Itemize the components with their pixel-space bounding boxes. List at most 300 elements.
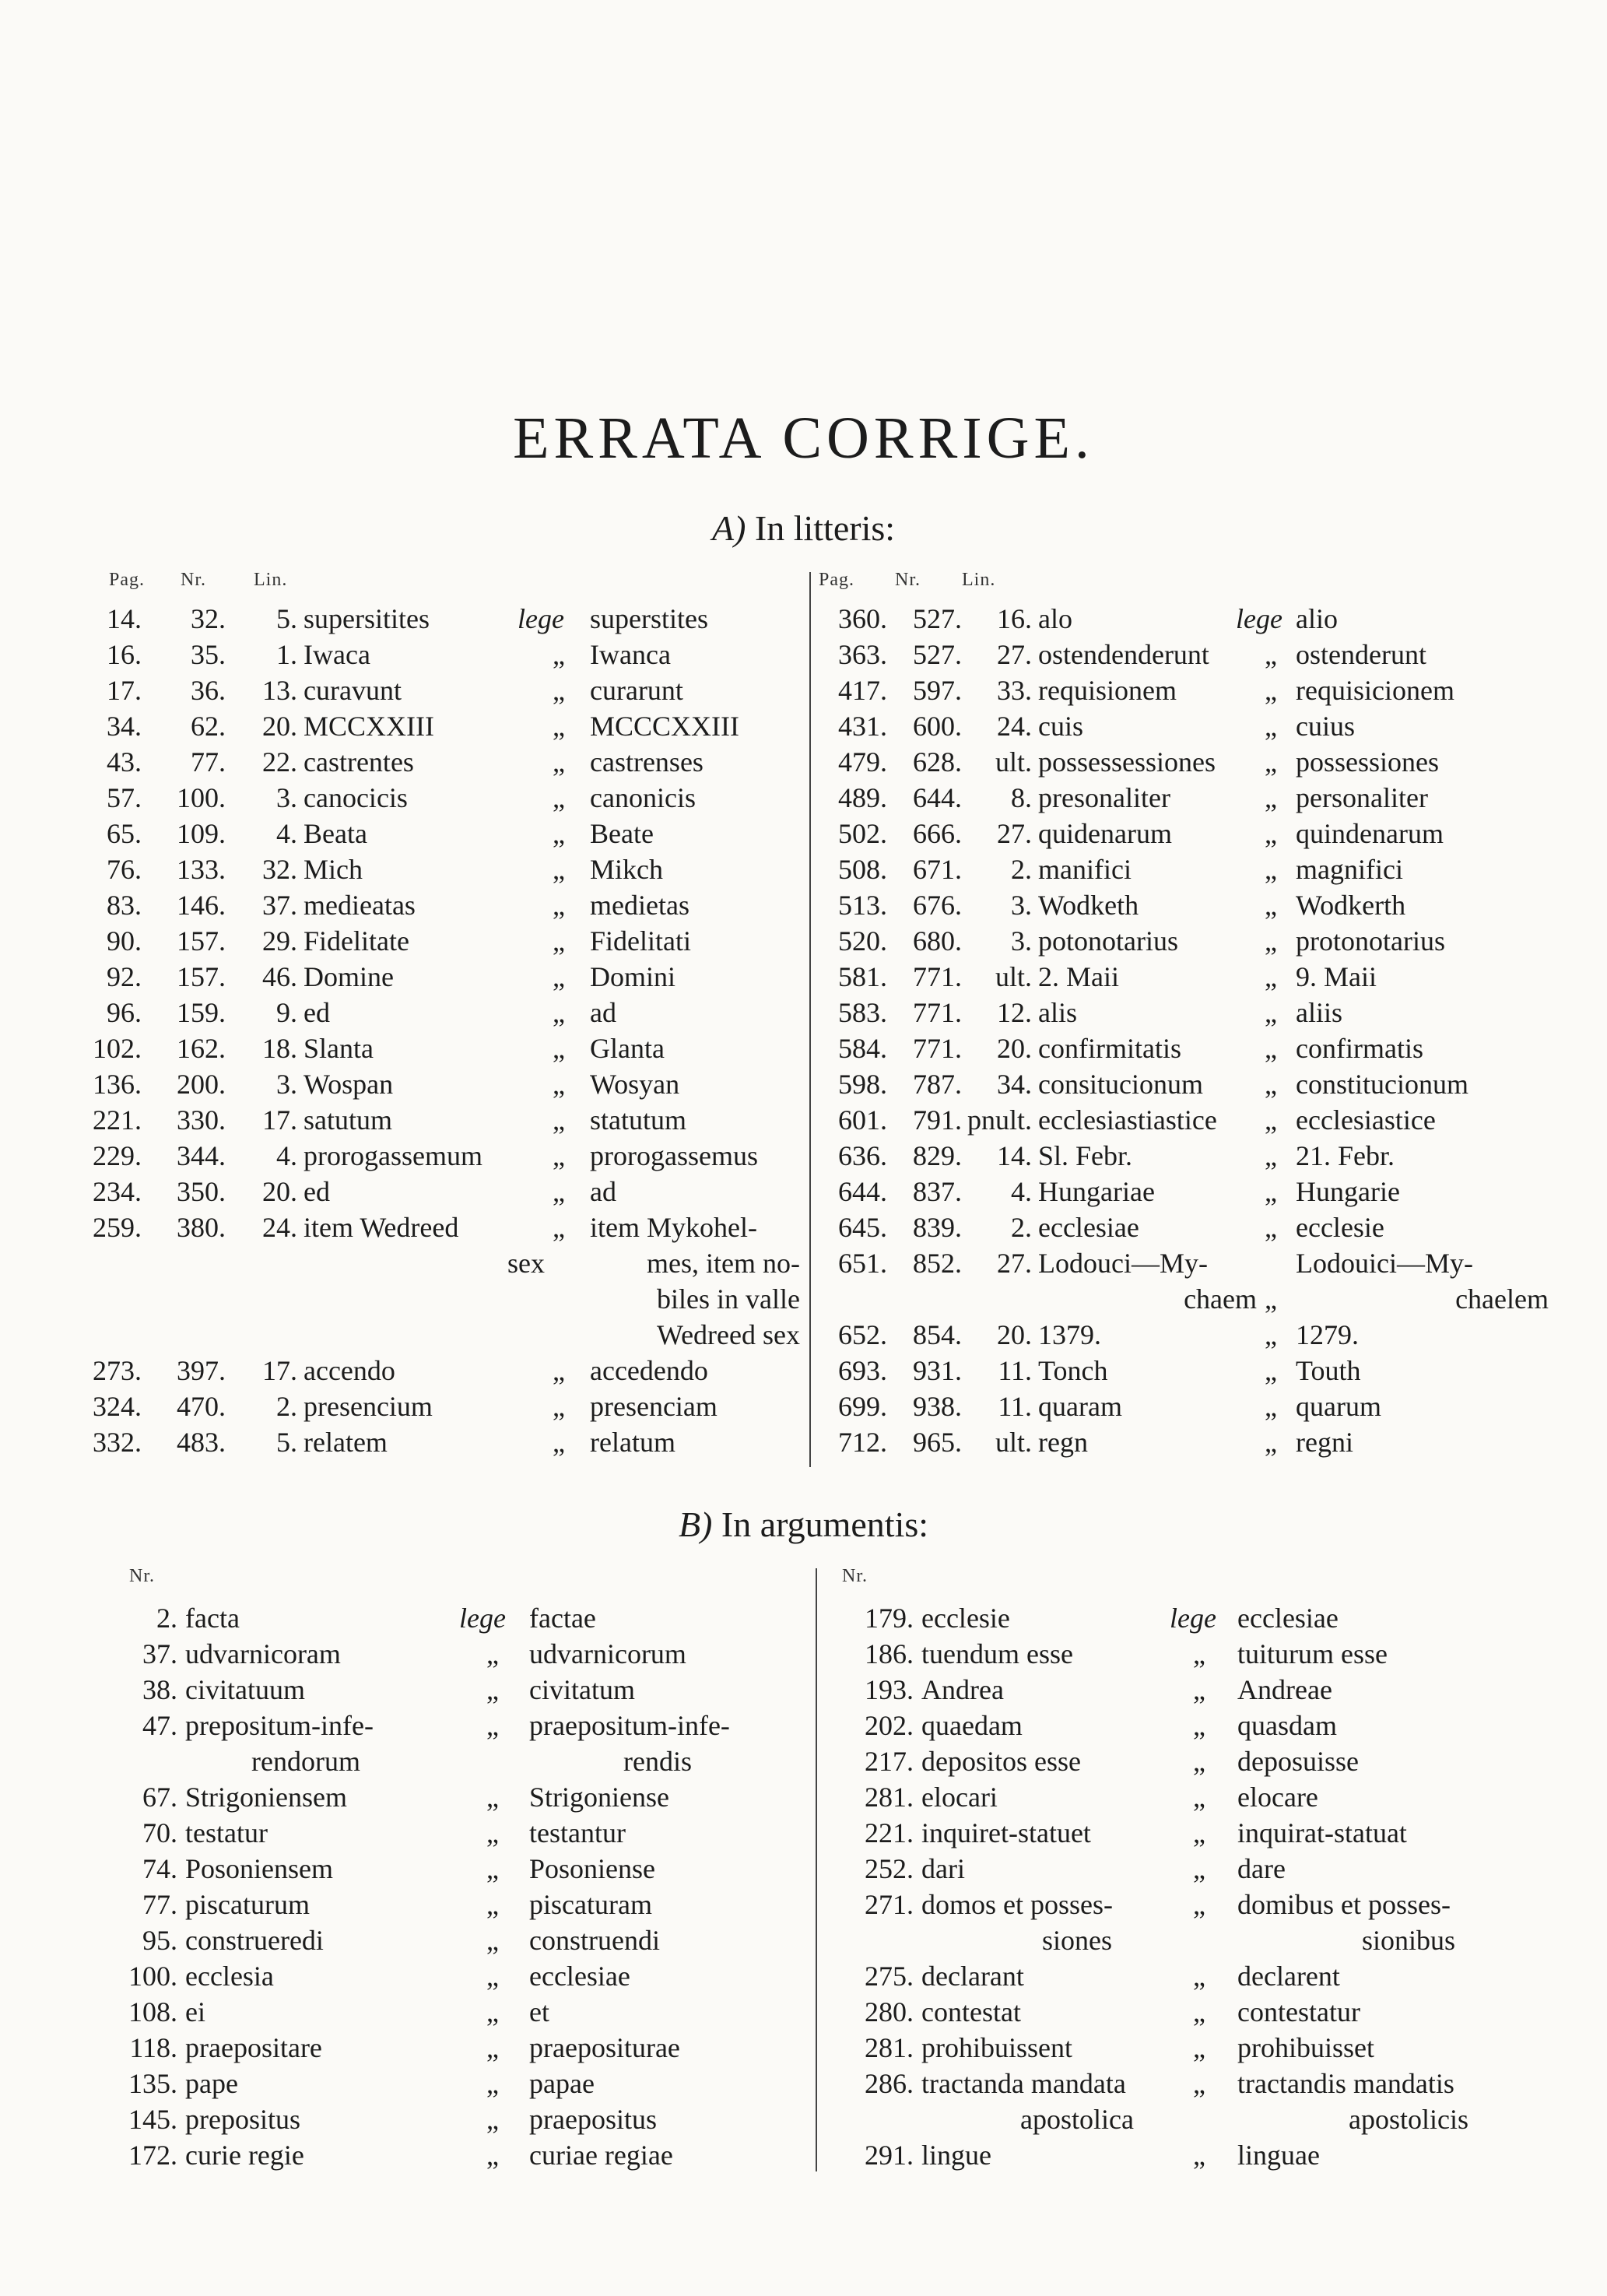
document-number: 179. <box>865 1603 914 1634</box>
corrected-text: dare <box>1237 1853 1286 1884</box>
corrected-text: Wodkerth <box>1296 890 1406 921</box>
corrected-text: requisicionem <box>1296 675 1454 706</box>
page-number: 273. <box>93 1355 142 1386</box>
errata-row <box>0 1672 816 1708</box>
corrected-text: Beate <box>590 818 654 849</box>
document-number: 671. <box>913 854 962 885</box>
errata-row <box>0 744 809 780</box>
corrected-text: ad <box>590 1176 616 1207</box>
lege-marker: „ <box>1265 997 1277 1028</box>
document-number: 791. <box>913 1104 962 1136</box>
page-number: 332. <box>93 1427 142 1458</box>
section-b-label: In argumentis: <box>721 1504 929 1544</box>
erroneous-text: domos et posses- <box>921 1889 1113 1920</box>
corrected-text: praepositurae <box>529 2032 680 2063</box>
document-number: 70. <box>142 1817 177 1848</box>
document-number: 172. <box>128 2140 177 2171</box>
corrected-text: castrenses <box>590 746 704 778</box>
lege-marker: „ <box>1265 1283 1277 1315</box>
document-number: 157. <box>177 961 226 992</box>
line-number: 27. <box>997 1248 1032 1279</box>
lege-marker: „ <box>553 1069 565 1100</box>
lege-marker: „ <box>553 854 565 885</box>
errata-row <box>0 601 809 637</box>
line-number: 1. <box>276 639 297 670</box>
document-number: 271. <box>865 1889 914 1920</box>
line-number: 24. <box>262 1212 297 1243</box>
page-number: 102. <box>93 1033 142 1064</box>
page-number: 431. <box>838 711 887 742</box>
document-number: 854. <box>913 1319 962 1350</box>
line-number: 27. <box>997 639 1032 670</box>
document-number: 275. <box>865 1961 914 1992</box>
document-number: 62. <box>191 711 226 742</box>
document-number: 77. <box>191 746 226 778</box>
erroneous-text: quidenarum <box>1038 818 1172 849</box>
page-number: 229. <box>93 1140 142 1171</box>
erroneous-text: quaedam <box>921 1710 1023 1741</box>
corrected-text: regni <box>1296 1427 1353 1458</box>
corrected-text: quarum <box>1296 1391 1381 1422</box>
page-number: 90. <box>107 925 142 957</box>
lege-marker: „ <box>553 639 565 670</box>
lege-marker: „ <box>553 925 565 957</box>
line-number: 2. <box>1011 854 1032 885</box>
erroneous-text: rendorum <box>251 1746 360 1777</box>
page-number: 581. <box>838 961 887 992</box>
line-number: 12. <box>997 997 1032 1028</box>
errata-row <box>0 1851 816 1887</box>
page-number: 513. <box>838 890 887 921</box>
page-number: 693. <box>838 1355 887 1386</box>
document-number: 527. <box>913 639 962 670</box>
errata-row <box>0 1600 816 1636</box>
corrected-text: tractandis mandatis <box>1237 2068 1454 2099</box>
errata-row <box>809 959 1607 995</box>
document-number: 281. <box>865 1782 914 1813</box>
corrected-text: possessiones <box>1296 746 1440 778</box>
erroneous-text: canocicis <box>304 782 408 813</box>
document-number: 291. <box>865 2140 914 2171</box>
page-number: 479. <box>838 746 887 778</box>
errata-row <box>0 1138 809 1174</box>
errata-row <box>816 1958 1607 1994</box>
lege-marker: „ <box>1265 711 1277 742</box>
document-number: 146. <box>177 890 226 921</box>
document-number: 680. <box>913 925 962 957</box>
document-number: 100. <box>128 1961 177 1992</box>
corrected-text: protonotarius <box>1296 925 1445 957</box>
page-number: 644. <box>838 1176 887 1207</box>
errata-row <box>809 744 1607 780</box>
lege-marker: „ <box>553 675 565 706</box>
erroneous-text: prohibuissent <box>921 2032 1072 2063</box>
line-number: 4. <box>276 1140 297 1171</box>
page-number: 136. <box>93 1069 142 1100</box>
erroneous-text: Wospan <box>304 1069 394 1100</box>
errata-row <box>816 1887 1607 1958</box>
corrected-text: medietas <box>590 890 689 921</box>
line-number: 2. <box>1011 1212 1032 1243</box>
lege-marker: „ <box>1265 1427 1277 1458</box>
document-number: 193. <box>865 1674 914 1705</box>
page-number: 324. <box>93 1391 142 1422</box>
page-number: 76. <box>107 854 142 885</box>
corrected-text: et <box>529 1996 549 2027</box>
errata-row <box>809 1030 1607 1066</box>
lege-marker: „ <box>1265 746 1277 778</box>
erroneous-text: apostolica <box>1020 2104 1134 2135</box>
document-number: 597. <box>913 675 962 706</box>
page-number: 417. <box>838 675 887 706</box>
corrected-text: Wedreed sex <box>656 1319 800 1350</box>
errata-row <box>0 1102 809 1138</box>
erroneous-text: prepositus <box>185 2104 300 2135</box>
lege-marker: „ <box>553 1104 565 1136</box>
header-nr-right: Nr. <box>895 570 921 590</box>
document-number: 527. <box>913 603 962 634</box>
page-number: 584. <box>838 1033 887 1064</box>
corrected-text: quindenarum <box>1296 818 1444 849</box>
document-number: 965. <box>913 1427 962 1458</box>
corrected-text: personaliter <box>1296 782 1428 813</box>
erroneous-text: presencium <box>304 1391 433 1422</box>
line-number: 20. <box>262 1176 297 1207</box>
lege-marker: lege <box>1170 1603 1216 1634</box>
document-number: 77. <box>142 1889 177 1920</box>
page-number: 636. <box>838 1140 887 1171</box>
corrected-text: relatum <box>590 1427 675 1458</box>
line-number: 17. <box>262 1104 297 1136</box>
erroneous-text: depositos esse <box>921 1746 1081 1777</box>
header-lin-left: Lin. <box>254 570 288 590</box>
lege-marker: „ <box>1193 2032 1205 2063</box>
document-number: 202. <box>865 1710 914 1741</box>
document-number: 67. <box>142 1782 177 1813</box>
document-number: 666. <box>913 818 962 849</box>
corrected-text: rendis <box>623 1746 692 1777</box>
lege-marker: „ <box>486 1961 499 1992</box>
erroneous-text: ecclesiastiastice <box>1038 1104 1217 1136</box>
lege-marker: „ <box>486 2032 499 2063</box>
page-number: 92. <box>107 961 142 992</box>
lege-marker: „ <box>553 711 565 742</box>
errata-row <box>816 1851 1607 1887</box>
lege-marker: „ <box>486 2140 499 2171</box>
errata-row <box>0 959 809 995</box>
errata-row <box>809 708 1607 744</box>
corrected-text: Wosyan <box>590 1069 680 1100</box>
corrected-text: Posoniense <box>529 1853 655 1884</box>
corrected-text: Fidelitati <box>590 925 691 957</box>
corrected-text: Andreae <box>1237 1674 1332 1705</box>
errata-row <box>816 2030 1607 2066</box>
errata-row <box>0 672 809 708</box>
errata-row <box>809 1209 1607 1245</box>
errata-row <box>809 1353 1607 1388</box>
document-number: 483. <box>177 1427 226 1458</box>
line-number: ult. <box>995 961 1032 992</box>
page-number: 234. <box>93 1176 142 1207</box>
document-number: 162. <box>177 1033 226 1064</box>
lege-marker: „ <box>553 1391 565 1422</box>
lege-marker: „ <box>1265 1319 1277 1350</box>
errata-row <box>816 1600 1607 1636</box>
document-number: 644. <box>913 782 962 813</box>
corrected-text: piscaturam <box>529 1889 652 1920</box>
corrected-text: Hungarie <box>1296 1176 1400 1207</box>
erroneous-text: consitucionum <box>1038 1069 1203 1100</box>
corrected-text: prohibuisset <box>1237 2032 1374 2063</box>
erroneous-text: quaram <box>1038 1391 1122 1422</box>
erroneous-text: potonotarius <box>1038 925 1178 957</box>
erroneous-text: Beata <box>304 818 367 849</box>
corrected-text: elocare <box>1237 1782 1318 1813</box>
document-number: 108. <box>128 1996 177 2027</box>
errata-row <box>0 851 809 887</box>
erroneous-text: construeredi <box>185 1925 324 1956</box>
errata-row <box>809 887 1607 923</box>
erroneous-text: ei <box>185 1996 205 2027</box>
erroneous-text: curie regie <box>185 2140 304 2171</box>
line-number: 24. <box>997 711 1032 742</box>
line-number: 27. <box>997 818 1032 849</box>
lege-marker: „ <box>1265 961 1277 992</box>
erroneous-text: civitatuum <box>185 1674 305 1705</box>
lege-marker: „ <box>553 818 565 849</box>
errata-row <box>809 1066 1607 1102</box>
page-number: 363. <box>838 639 887 670</box>
erroneous-text: siones <box>1042 1925 1112 1956</box>
corrected-text: Lodouici—My- <box>1296 1248 1473 1279</box>
line-number: 33. <box>997 675 1032 706</box>
erroneous-text: Strigoniensem <box>185 1782 347 1813</box>
header-lin-right: Lin. <box>962 570 996 590</box>
errata-row <box>809 1424 1607 1460</box>
corrected-text: curiae regiae <box>529 2140 673 2171</box>
page-number: 259. <box>93 1212 142 1243</box>
page-number: 651. <box>838 1248 887 1279</box>
corrected-text: civitatum <box>529 1674 635 1705</box>
line-number: 5. <box>276 1427 297 1458</box>
section-b-left-column <box>0 1600 816 2173</box>
document-number: 286. <box>865 2068 914 2099</box>
lege-marker: „ <box>486 1925 499 1956</box>
line-number: 34. <box>997 1069 1032 1100</box>
page-number: 221. <box>93 1104 142 1136</box>
erroneous-text: prepositum-infe- <box>185 1710 374 1741</box>
erroneous-text: curavunt <box>304 675 402 706</box>
errata-row <box>0 708 809 744</box>
lege-marker: lege <box>1236 603 1282 634</box>
errata-row <box>809 1245 1607 1317</box>
document-number: 837. <box>913 1176 962 1207</box>
document-number: 938. <box>913 1391 962 1422</box>
errata-row <box>809 816 1607 851</box>
lege-marker: „ <box>553 1176 565 1207</box>
errata-row <box>0 887 809 923</box>
erroneous-text: pape <box>185 2068 238 2099</box>
erroneous-text: manifici <box>1038 854 1132 885</box>
document-number: 200. <box>177 1069 226 1100</box>
lege-marker: „ <box>486 2104 499 2135</box>
document-number: 95. <box>142 1925 177 1956</box>
erroneous-text: Wodketh <box>1038 890 1139 921</box>
lege-marker: „ <box>553 997 565 1028</box>
errata-row <box>816 1636 1607 1672</box>
lege-marker: „ <box>486 1782 499 1813</box>
line-number: 16. <box>997 603 1032 634</box>
errata-row <box>0 1922 816 1958</box>
line-number: 20. <box>997 1319 1032 1350</box>
section-a-letter: A) <box>711 508 746 548</box>
erroneous-text: Fidelitate <box>304 925 409 957</box>
corrected-text: domibus et posses- <box>1237 1889 1451 1920</box>
errata-row <box>0 1174 809 1209</box>
section-b-heading <box>0 1504 1607 1545</box>
corrected-text: deposuisse <box>1237 1746 1359 1777</box>
errata-row <box>0 995 809 1030</box>
line-number: 14. <box>997 1140 1032 1171</box>
erroneous-text: accendo <box>304 1355 395 1386</box>
erroneous-text: Sl. Febr. <box>1038 1140 1133 1171</box>
erroneous-text: piscaturum <box>185 1889 310 1920</box>
erroneous-text: contestat <box>921 1996 1021 2027</box>
section-b-right-column <box>816 1600 1607 2173</box>
line-number: 32. <box>262 854 297 885</box>
header-pag-left: Pag. <box>109 570 145 590</box>
corrected-text: testantur <box>529 1817 626 1848</box>
page-number: 712. <box>838 1427 887 1458</box>
section-a-heading <box>0 507 1607 549</box>
section-b-letter: B) <box>678 1504 713 1544</box>
corrected-text: Strigoniense <box>529 1782 669 1813</box>
document-number: 145. <box>128 2104 177 2135</box>
document-number: 350. <box>177 1176 226 1207</box>
document-number: 135. <box>128 2068 177 2099</box>
page-number: 96. <box>107 997 142 1028</box>
corrected-text: superstites <box>590 603 708 634</box>
errata-row <box>0 1815 816 1851</box>
erroneous-text: presonaliter <box>1038 782 1170 813</box>
errata-row <box>809 1317 1607 1353</box>
corrected-text: ecclesiae <box>1237 1603 1339 1634</box>
erroneous-text: Slanta <box>304 1033 374 1064</box>
errata-row <box>0 2066 816 2101</box>
erroneous-text: sex <box>507 1248 545 1279</box>
lege-marker: „ <box>1265 1391 1277 1422</box>
lege-marker: „ <box>1193 2140 1205 2171</box>
corrected-text: magnifici <box>1296 854 1403 885</box>
corrected-text: praepositus <box>529 2104 657 2135</box>
errata-row <box>0 1779 816 1815</box>
document-number: 2. <box>156 1603 177 1634</box>
erroneous-text: praepositare <box>185 2032 322 2063</box>
corrected-text: praepositum-infe- <box>529 1710 730 1741</box>
corrected-text: Touth <box>1296 1355 1361 1386</box>
document-number: 787. <box>913 1069 962 1100</box>
line-number: 9. <box>276 997 297 1028</box>
lege-marker: „ <box>553 890 565 921</box>
page-number: 57. <box>107 782 142 813</box>
errata-row <box>0 1958 816 1994</box>
lege-marker: „ <box>1265 639 1277 670</box>
errata-row <box>809 995 1607 1030</box>
document-number: 771. <box>913 997 962 1028</box>
document-number: 38. <box>142 1674 177 1705</box>
erroneous-text: ostendenderunt <box>1038 639 1209 670</box>
corrected-text: Glanta <box>590 1033 665 1064</box>
line-number: 11. <box>998 1355 1032 1386</box>
line-number: 37. <box>262 890 297 921</box>
line-number: 29. <box>262 925 297 957</box>
corrected-text: contestatur <box>1237 1996 1360 2027</box>
corrected-text: item Mykohel- <box>590 1212 757 1243</box>
lege-marker: „ <box>486 1638 499 1669</box>
errata-row <box>0 923 809 959</box>
errata-row <box>816 1708 1607 1743</box>
errata-row <box>0 1708 816 1779</box>
page-number: 601. <box>838 1104 887 1136</box>
corrected-text: prorogassemus <box>590 1140 758 1171</box>
corrected-text: alio <box>1296 603 1338 634</box>
erroneous-text: ed <box>304 1176 330 1207</box>
line-number: 20. <box>997 1033 1032 1064</box>
erroneous-text: medieatas <box>304 890 416 921</box>
page-number: 508. <box>838 854 887 885</box>
errata-row <box>809 1138 1607 1174</box>
erroneous-text: regn <box>1038 1427 1088 1458</box>
line-number: 20. <box>262 711 297 742</box>
corrected-text: mes, item no- <box>647 1248 800 1279</box>
header-nr-b-left: Nr. <box>129 1566 155 1586</box>
section-a-label: In litteris: <box>754 508 896 548</box>
line-number: ult. <box>995 746 1032 778</box>
erroneous-text: ecclesie <box>921 1603 1010 1634</box>
lege-marker: lege <box>518 603 564 634</box>
corrected-text: 1279. <box>1296 1319 1359 1350</box>
document-number: 628. <box>913 746 962 778</box>
corrected-text: ecclesiastice <box>1296 1104 1436 1136</box>
errata-row <box>0 637 809 672</box>
document-number: 280. <box>865 1996 914 2027</box>
lege-marker: „ <box>1193 1889 1205 1920</box>
erroneous-text: requisionem <box>1038 675 1177 706</box>
lege-marker: „ <box>486 1996 499 2027</box>
line-number: 13. <box>262 675 297 706</box>
lege-marker: „ <box>1265 675 1277 706</box>
document-number: 771. <box>913 961 962 992</box>
document-number: 771. <box>913 1033 962 1064</box>
corrected-text: cuius <box>1296 711 1355 742</box>
document-number: 330. <box>177 1104 226 1136</box>
lege-marker: „ <box>486 2068 499 2099</box>
lege-marker: „ <box>1193 1746 1205 1777</box>
errata-row <box>816 1743 1607 1779</box>
document-number: 470. <box>177 1391 226 1422</box>
lege-marker: „ <box>553 1427 565 1458</box>
erroneous-text: ecclesiae <box>1038 1212 1139 1243</box>
erroneous-text: ecclesia <box>185 1961 274 1992</box>
erroneous-text: possessessiones <box>1038 746 1216 778</box>
page-title: ERRATA CORRIGE. <box>513 405 1094 471</box>
errata-row <box>0 1994 816 2030</box>
document-number: 600. <box>913 711 962 742</box>
lege-marker: „ <box>553 1212 565 1243</box>
erroneous-text: prorogassemum <box>304 1140 482 1171</box>
line-number: pnult. <box>967 1104 1032 1136</box>
lege-marker: „ <box>1193 1961 1205 1992</box>
